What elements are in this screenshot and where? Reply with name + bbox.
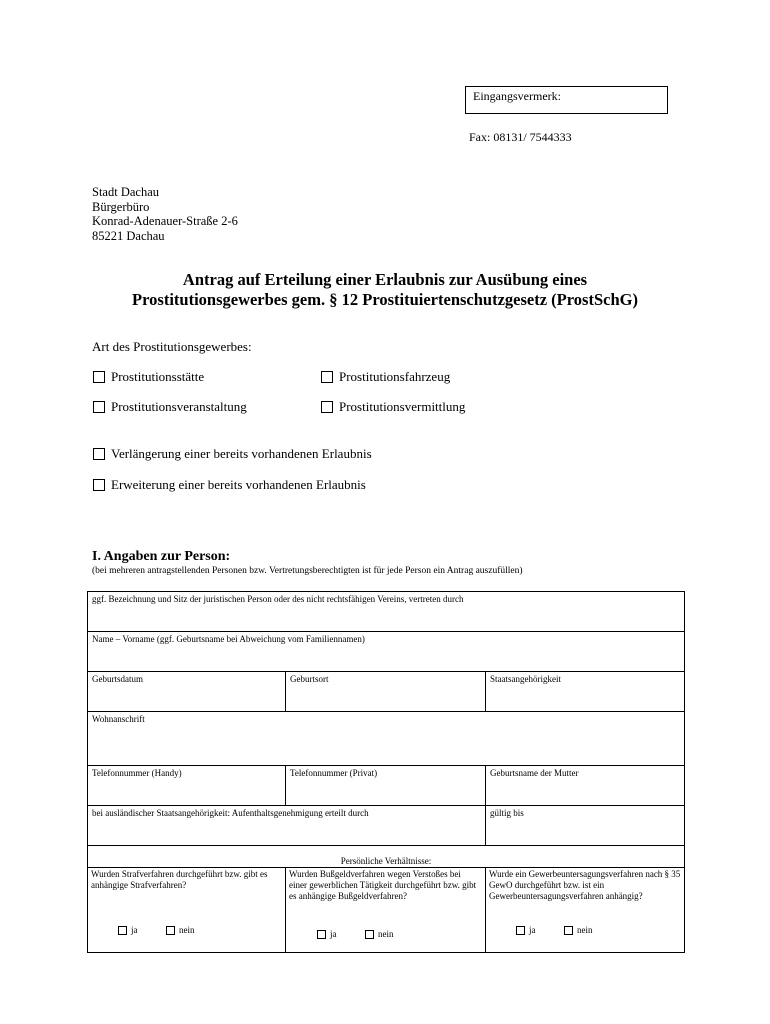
checkbox[interactable] [516, 926, 525, 935]
divider [485, 867, 486, 953]
option-label: Prostitutionsveranstaltung [111, 399, 247, 414]
title-line-2: Prostitutionsgewerbes gem. § 12 Prostituiertenschutzgesetz (ProstSchG) [132, 290, 638, 309]
home-address-field[interactable] [87, 711, 685, 766]
checkbox[interactable] [93, 448, 105, 460]
yes-label: ja [131, 925, 138, 935]
field-label: gültig bis [490, 808, 524, 818]
address-line: 85221 Dachau [92, 228, 165, 243]
checkbox[interactable] [365, 930, 374, 939]
checkbox[interactable] [321, 371, 333, 383]
checkbox[interactable] [118, 926, 127, 935]
option-label: Prostitutionsvermittlung [339, 399, 466, 414]
birthdate-field[interactable] [87, 671, 286, 712]
nationality-field[interactable] [485, 671, 685, 712]
option-expansion[interactable] [93, 477, 366, 493]
q2-no[interactable] [365, 929, 394, 939]
checkbox[interactable] [93, 371, 105, 383]
question-trade-prohibition: Wurde ein Gewerbeuntersagungsverfahren nach § 35 GewO durchgeführt bzw. ist ein Gewerbeuntersagungsverfahren anhängig? [489, 869, 681, 901]
yes-label: ja [529, 925, 536, 935]
q2-yes[interactable] [317, 929, 337, 939]
receipt-stamp-label: Eingangsvermerk: [473, 89, 561, 103]
name-field[interactable] [87, 631, 685, 672]
business-type-label: Art des Prostitutionsgewerbes: [92, 339, 252, 354]
field-label: ggf. Bezeichnung und Sitz der juristischen Person oder des nicht rechtsfähigen Vereins, vertreten durch [92, 594, 464, 604]
document-title [0, 270, 770, 310]
address-line: Konrad-Adenauer-Straße 2-6 [92, 214, 238, 228]
checkbox[interactable] [166, 926, 175, 935]
no-label: nein [179, 925, 195, 935]
option-label: Erweiterung einer bereits vorhandenen Erlaubnis [111, 477, 366, 492]
personal-circumstances-label: Persönliche Verhältnisse: [340, 856, 432, 866]
checkbox[interactable] [93, 479, 105, 491]
q3-yes[interactable] [516, 925, 536, 935]
q1-yes[interactable] [118, 925, 138, 935]
birthplace-field[interactable] [285, 671, 486, 712]
field-label: Wohnanschrift [92, 714, 145, 724]
mother-maiden-name-field[interactable] [485, 765, 685, 806]
checkbox[interactable] [564, 926, 573, 935]
checkbox[interactable] [93, 401, 105, 413]
private-phone-field[interactable] [285, 765, 486, 806]
residence-permit-field[interactable] [87, 805, 486, 846]
mobile-phone-field[interactable] [87, 765, 286, 806]
field-label: bei ausländischer Staatsangehörigkeit: Aufenthaltsgenehmigung erteilt durch [92, 808, 369, 818]
option-prostitution-vehicle[interactable] [321, 369, 450, 385]
section-heading: I. Angaben zur Person: [92, 549, 231, 564]
option-prostitution-event[interactable] [93, 399, 247, 415]
divider [87, 867, 685, 868]
option-label: Prostitutionsstätte [111, 369, 205, 384]
q1-no[interactable] [166, 925, 195, 935]
field-label: Staatsangehörigkeit [490, 674, 561, 684]
field-label: Telefonnummer (Privat) [290, 768, 378, 778]
field-label: Name – Vorname (ggf. Geburtsname bei Abweichung vom Familiennamen) [92, 634, 365, 644]
checkbox[interactable] [321, 401, 333, 413]
section-subheading: (bei mehreren antragstellenden Personen bzw. Vertretungsberechtigten ist für jede Person ein Antrag auszufüllen) [92, 566, 523, 576]
field-label: Telefonnummer (Handy) [92, 768, 182, 778]
valid-until-field[interactable] [485, 805, 685, 846]
divider [285, 867, 286, 953]
field-label: Geburtsname der Mutter [490, 768, 579, 778]
q3-no[interactable] [564, 925, 593, 935]
option-prostitution-agency[interactable] [321, 399, 465, 415]
question-criminal-proceedings: Wurden Strafverfahren durchgeführt bzw. gibt es anhängige Strafverfahren? [91, 869, 268, 890]
field-label: Geburtsdatum [92, 674, 143, 684]
option-prostitution-venue[interactable] [93, 369, 204, 385]
recipient-address [92, 185, 238, 243]
fax-number: Fax: 08131/ 7544333 [469, 130, 572, 144]
yes-label: ja [330, 929, 337, 939]
question-fine-proceedings: Wurden Bußgeldverfahren wegen Verstoßes bei einer gewerblichen Tätigkeit durchgeführt bzw. gibt es anhängige Bußgeldverfahren? [289, 869, 477, 901]
option-label: Prostitutionsfahrzeug [339, 369, 451, 384]
no-label: nein [577, 925, 593, 935]
entity-field[interactable] [87, 591, 685, 632]
title-line-1: Antrag auf Erteilung einer Erlaubnis zur Ausübung eines [182, 270, 588, 289]
checkbox[interactable] [317, 930, 326, 939]
option-label: Verlängerung einer bereits vorhandenen Erlaubnis [111, 446, 372, 461]
field-label: Geburtsort [290, 674, 329, 684]
no-label: nein [378, 929, 394, 939]
address-line: Bürgerbüro [92, 199, 150, 214]
address-line: Stadt Dachau [92, 185, 159, 199]
option-extension[interactable] [93, 446, 372, 462]
